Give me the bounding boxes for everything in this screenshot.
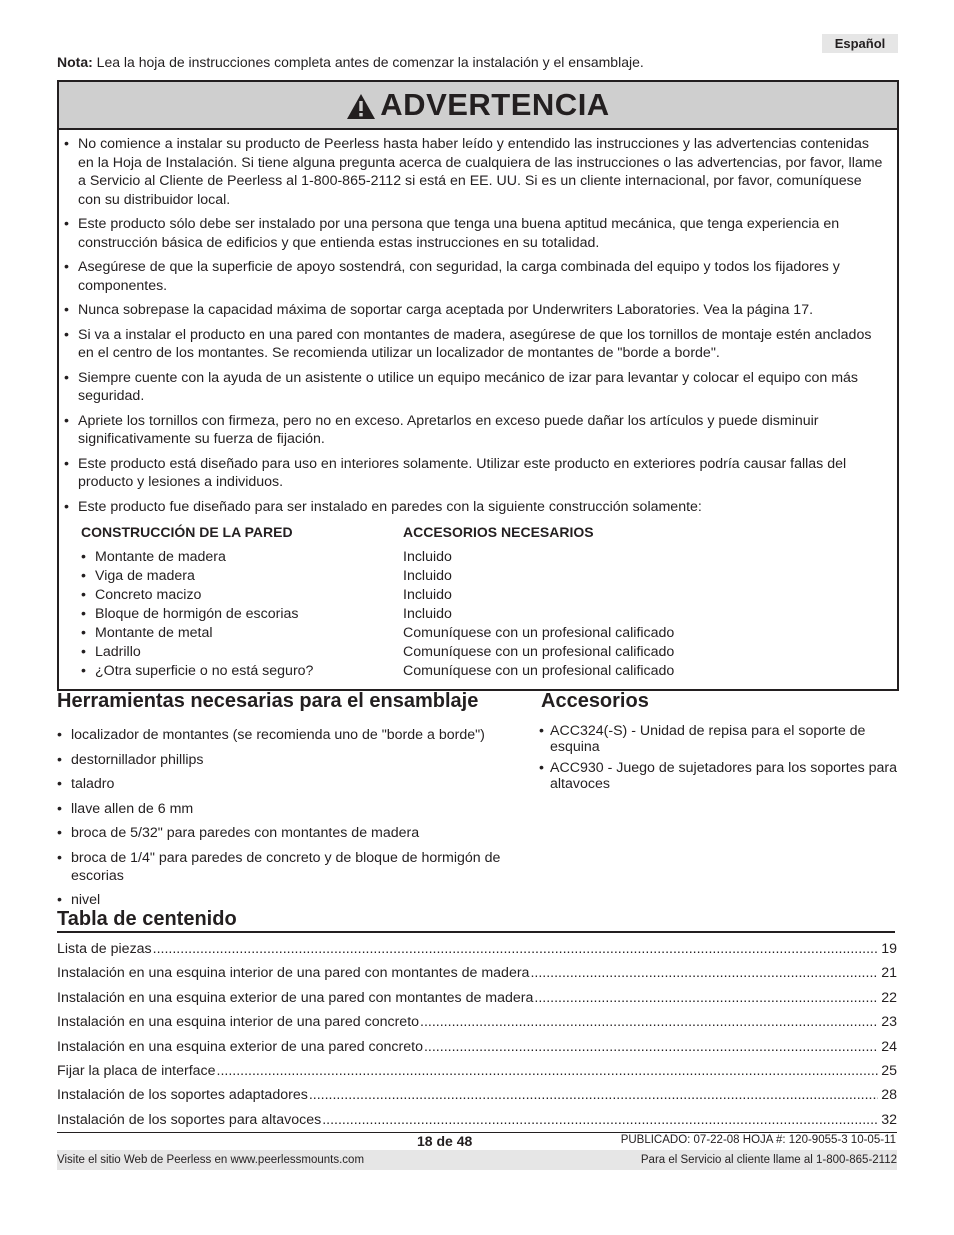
warning-list — [59, 130, 897, 516]
toc-leader — [322, 1112, 878, 1128]
accessory-need: Incluido — [403, 568, 452, 584]
accessory-need: Comuníquese con un profesional calificado — [403, 663, 675, 679]
toc-entry[interactable] — [57, 1039, 897, 1063]
warning-item: • No comience a instalar su producto de Peerless hasta haber leído y entendido las instrucciones y las advertencias contenidas en la Hoja de Instalación. Si tiene alguna pregunta acerca de cualquiera de las instrucciones o las advertencias, por favor, llame a Servicio al Cliente de Peerless al 1-800-865-2112 si está en EE. UU. Si es un cliente internacional, por favor, comuníquese con su distribuidor local. — [64, 135, 887, 209]
language-tag: Español — [822, 34, 898, 53]
wall-type: • Montante de madera — [81, 548, 403, 567]
table-row — [81, 662, 674, 681]
toc-leader — [530, 965, 878, 981]
wall-type: • ¿Otra superficie o no está seguro? — [81, 662, 403, 681]
tool-item: • llave allen de 6 mm — [57, 800, 537, 818]
toc-entry-page: 25 — [881, 1062, 897, 1079]
toc-entry[interactable] — [57, 965, 897, 989]
footer-website: Visite el sitio Web de Peerless en www.peerlessmounts.com — [57, 1154, 365, 1166]
tool-item: • localizador de montantes (se recomienda uno de "borde a borde") — [57, 726, 537, 744]
warning-item: • Si va a instalar el producto en una pared con montantes de madera, asegúrese de que los tornillos de montaje estén anclados en el centro de los montantes. Se recomienda utilizar un localizador de montantes de "borde a borde". — [64, 326, 887, 363]
toc-entry[interactable] — [57, 990, 897, 1014]
tool-item: • broca de 5/32" para paredes con montantes de madera — [57, 824, 537, 842]
tools-list — [57, 726, 537, 916]
accessories-heading: Accesorios — [541, 690, 649, 712]
note-label: Nota: — [57, 54, 93, 70]
accessory-need: Incluido — [403, 587, 452, 603]
warning-header — [59, 82, 897, 130]
toc-entry-title: Instalación en una esquina exterior de una pared con montantes de madera — [57, 989, 534, 1006]
toc-entry-title: Instalación en una esquina interior de una pared con montantes de madera — [57, 965, 530, 982]
table-row — [81, 567, 674, 586]
tool-item: • broca de 1/4" para paredes de concreto y de bloque de hormigón de escorias — [57, 849, 537, 885]
toc-entry[interactable] — [57, 1014, 897, 1038]
wall-type: • Viga de madera — [81, 567, 403, 586]
warning-item: • Apriete los tornillos con firmeza, pero no en exceso. Apretarlos en exceso puede dañar los artículos y puede disminuir significativamente su fuerza de fijación. — [64, 412, 887, 449]
tool-item: • taladro — [57, 775, 537, 793]
tool-item: • nivel — [57, 891, 537, 909]
toc-entry-title: Instalación en una esquina exterior de una pared concreto — [57, 1038, 423, 1055]
toc-entry-title: Fijar la placa de interface — [57, 1062, 216, 1079]
toc-entry[interactable] — [57, 1063, 897, 1087]
table-row — [81, 548, 674, 567]
table-row — [81, 586, 674, 605]
toc-entry-page: 23 — [881, 1014, 897, 1031]
warning-item: • Este producto sólo debe ser instalado por una persona que tenga una buena aptitud mecánica, que tenga experiencia en construcción básica de edificios y que entienda estas instrucciones en su totalidad. — [64, 215, 887, 252]
toc-leader — [424, 1039, 878, 1055]
toc-entry-page: 28 — [881, 1087, 897, 1104]
accessory-need: Incluido — [403, 606, 452, 622]
table-row — [81, 643, 674, 662]
warning-item: • Asegúrese de que la superficie de apoyo sostendrá, con seguridad, la carga combinada del equipo y todos los fijadores y componentes. — [64, 258, 887, 295]
page-number: 18 de 48 — [417, 1133, 473, 1149]
toc-entry-page: 24 — [881, 1038, 897, 1055]
accessories-list — [539, 723, 899, 797]
warning-item: • Este producto está diseñado para uso en interiores solamente. Utilizar este producto en exteriores podría causar fallas del producto y lesiones a individuos. — [64, 455, 887, 492]
warning-item: • Siempre cuente con la ayuda de un asistente o utilice un equipo mecánico de izar para levantar y colocar el equipo con más seguridad. — [64, 369, 887, 406]
toc-entry-page: 32 — [881, 1111, 897, 1128]
toc-leader — [534, 990, 878, 1006]
toc-entry-title: Instalación de los soportes para altavoces — [57, 1111, 322, 1128]
tool-item: • destornillador phillips — [57, 751, 537, 769]
toc-entry-page: 22 — [881, 989, 897, 1006]
toc-leader — [217, 1063, 879, 1079]
toc-entry-title: Lista de piezas — [57, 941, 152, 957]
toc-heading: Tabla de centenido — [57, 907, 895, 933]
tools-heading: Herramientas necesarias para el ensamblaje — [57, 690, 479, 712]
warning-box — [57, 80, 899, 691]
table-row — [81, 624, 674, 643]
warning-title: ADVERTENCIA — [380, 87, 610, 122]
accessory-need: Comuníquese con un profesional calificado — [403, 644, 675, 660]
toc-leader — [153, 941, 879, 957]
wall-type: • Montante de metal — [81, 624, 403, 643]
warning-item: • Nunca sobrepase la capacidad máxima de soportar carga aceptada por Underwriters Laboratories. Vea la página 17. — [64, 301, 887, 320]
toc-leader — [420, 1014, 878, 1030]
toc-entry[interactable] — [57, 1087, 897, 1111]
note-text: Lea la hoja de instrucciones completa antes de comenzar la instalación y el ensamblaje. — [92, 54, 644, 70]
wall-type: • Bloque de hormigón de escorias — [81, 605, 403, 624]
footer-service: Para el Servicio al cliente llame al 1-800-865-2112 — [640, 1154, 897, 1166]
wall-type: • Concreto macizo — [81, 586, 403, 605]
table-of-contents — [57, 941, 897, 1136]
column-header-accessories: ACCESORIOS NECESARIOS — [403, 524, 594, 540]
toc-entry-page: 19 — [881, 941, 897, 957]
note — [57, 54, 644, 70]
toc-entry[interactable] — [57, 941, 897, 965]
wall-construction-table — [81, 524, 674, 681]
wall-type: • Ladrillo — [81, 643, 403, 662]
warning-item: • Este producto fue diseñado para ser instalado en paredes con la siguiente construcción solamente: — [64, 498, 887, 517]
toc-leader — [309, 1087, 878, 1103]
warning-triangle-icon — [346, 93, 376, 120]
accessory-need: Incluido — [403, 549, 452, 565]
toc-entry-page: 21 — [881, 965, 897, 982]
accessory-need: Comuníquese con un profesional calificado — [403, 625, 675, 641]
publication-info: PUBLICADO: 07-22-08 HOJA #: 120-9055-3 10-05-11 — [620, 1134, 896, 1146]
accessory-item: • ACC930 - Juego de sujetadores para los soportes para altavoces — [539, 760, 899, 792]
table-row — [81, 605, 674, 624]
toc-entry-title: Instalación de los soportes adaptadores — [57, 1087, 308, 1104]
footer-divider — [57, 1132, 897, 1133]
accessory-item: • ACC324(-S) - Unidad de repisa para el soporte de esquina — [539, 723, 899, 755]
toc-entry-title: Instalación en una esquina interior de una pared concreto — [57, 1014, 420, 1031]
footer-bar — [57, 1150, 897, 1170]
column-header-wall: CONSTRUCCIÓN DE LA PARED — [81, 524, 293, 540]
